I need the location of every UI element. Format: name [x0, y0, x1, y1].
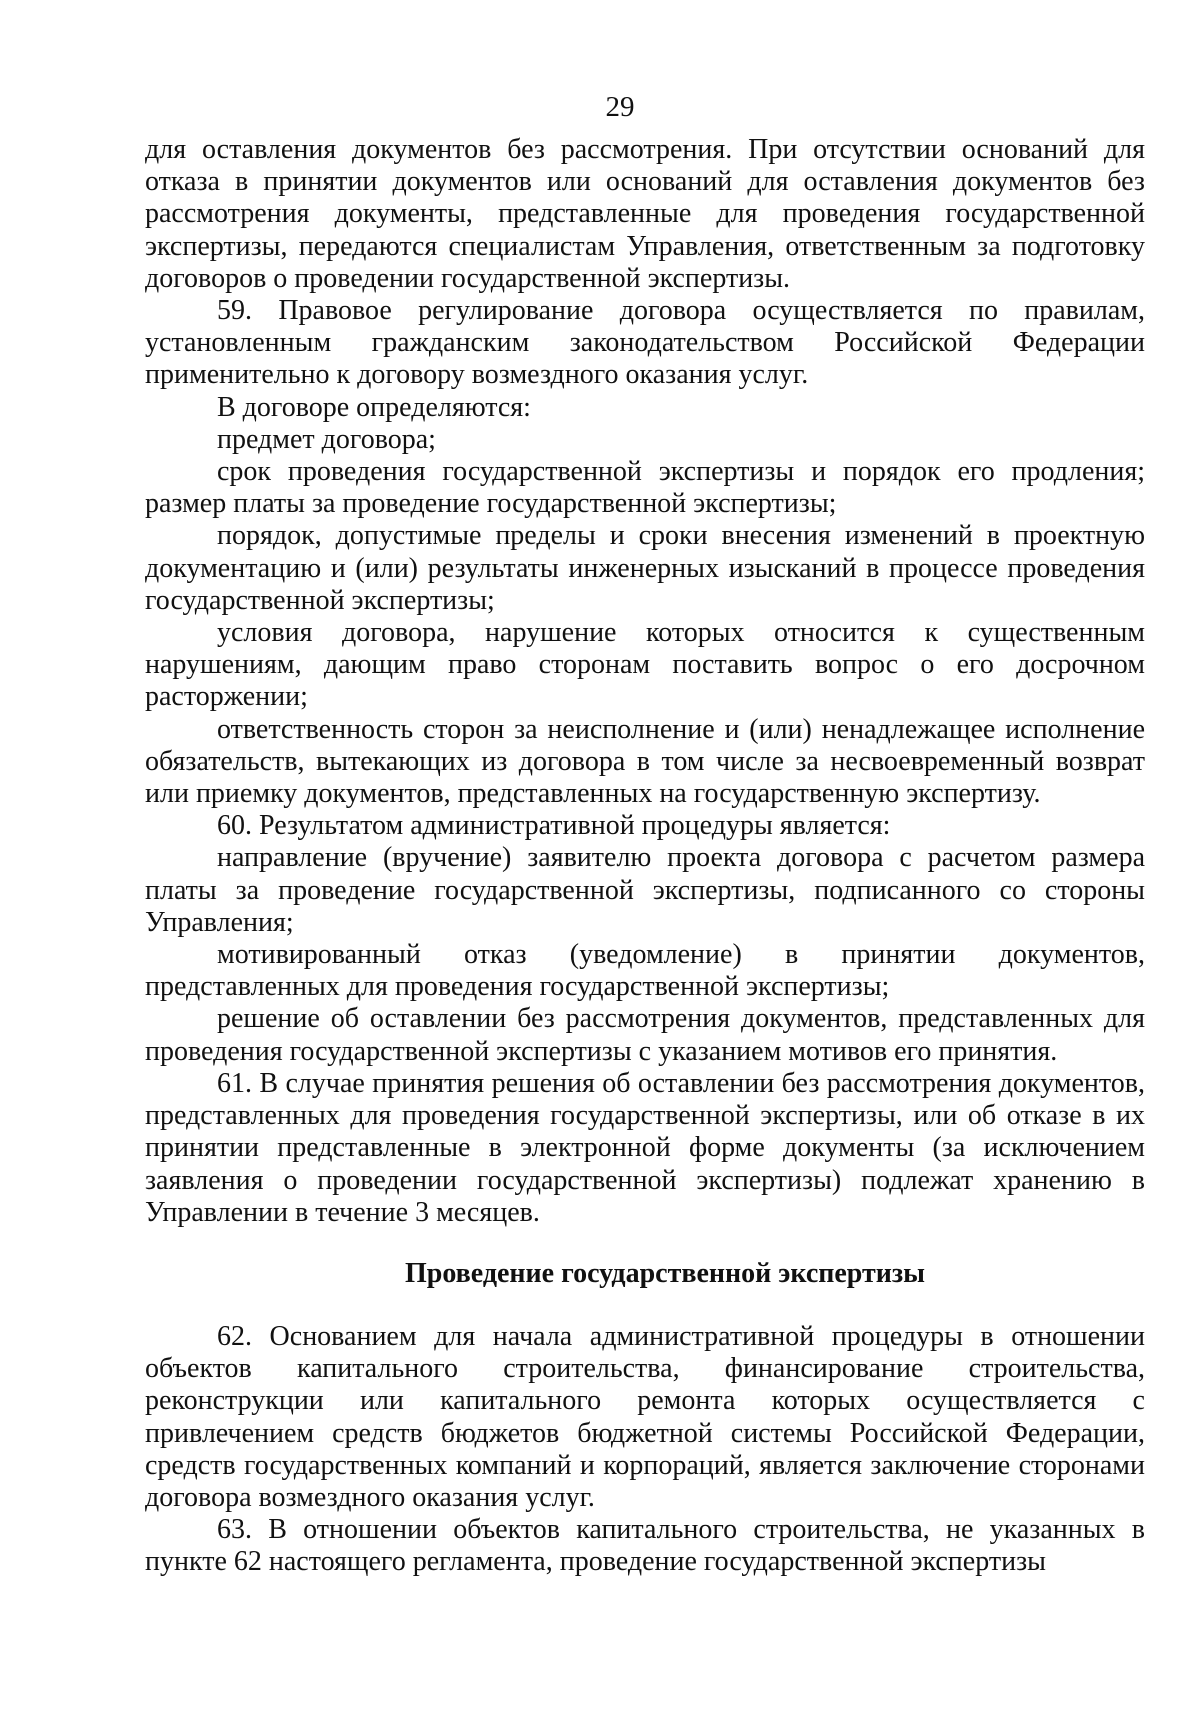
paragraph: 62. Основанием для начала административной процедуры в отношении объектов капитального строительства, финансирование строительства, реконструкции или капитального ремонта которых осуществляется с привлечением средств бюджетов бюджетной системы Российской Федерации, средств государственных компаний и корпораций, является заключение сторонами договора возмездного оказания услуг.: [145, 1320, 1145, 1513]
page-number: 29: [605, 91, 635, 123]
paragraph: ответственность сторон за неисполнение и (или) ненадлежащее исполнение обязательств, вытекающих из договора в том числе за несвоевременный возврат или приемку документов, представленных на государственную экспертизу.: [145, 713, 1145, 810]
paragraph: решение об оставлении без рассмотрения документов, представленных для проведения государственной экспертизы с указанием мотивов его принятия.: [145, 1003, 1145, 1067]
paragraph: срок проведения государственной экспертизы и порядок его продления; размер платы за проведение государственной экспертизы;: [145, 456, 1145, 520]
paragraph: 61. В случае принятия решения об оставлении без рассмотрения документов, представленных для проведения государственной экспертизы, или об отказе в их принятии представленные в электронной форме документы (за исключением заявления о проведении государственной экспертизы) подлежат хранению в Управлении в течение 3 месяцев.: [145, 1067, 1145, 1228]
paragraph: направление (вручение) заявителю проекта договора с расчетом размера платы за проведение государственной экспертизы, подписанного со стороны Управления;: [145, 842, 1145, 938]
paragraph: порядок, допустимые пределы и сроки внесения изменений в проектную документацию и (или) результаты инженерных изысканий в процессе проведения государственной экспертизы;: [145, 520, 1145, 616]
paragraph: В договоре определяются:: [217, 391, 531, 423]
paragraph: условия договора, нарушение которых относится к существенным нарушениям, дающим право сторонам поставить вопрос о его досрочном расторжении;: [145, 617, 1145, 713]
section-heading: Проведение государственной экспертизы: [404, 1257, 926, 1289]
document-body: [145, 134, 1145, 1579]
paragraph: для оставления документов без рассмотрения. При отсутствии оснований для отказа в принятии документов или оснований для оставления документов без рассмотрения документы, представленные для проведения государственной экспертизы, передаются специалистам Управления, ответственным за подготовку договоров о проведении государственной экспертизы.: [145, 134, 1145, 294]
paragraph: 63. В отношении объектов капитального строительства, не указанных в пункте 62 настоящего регламента, проведение государственной экспертизы: [145, 1514, 1145, 1578]
paragraph: 60. Результатом административной процедуры является:: [217, 810, 891, 842]
paragraphs-before: [145, 134, 1145, 1229]
paragraphs-after: [145, 1321, 1145, 1579]
paragraph: мотивированный отказ (уведомление) в принятии документов, представленных для проведения государственной экспертизы;: [145, 939, 1145, 1003]
paragraph: 59. Правовое регулирование договора осуществляется по правилам, установленным гражданским законодательством Российской Федерации применительно к договору возмездного оказания услуг.: [145, 295, 1145, 391]
paragraph: предмет договора;: [217, 423, 436, 455]
